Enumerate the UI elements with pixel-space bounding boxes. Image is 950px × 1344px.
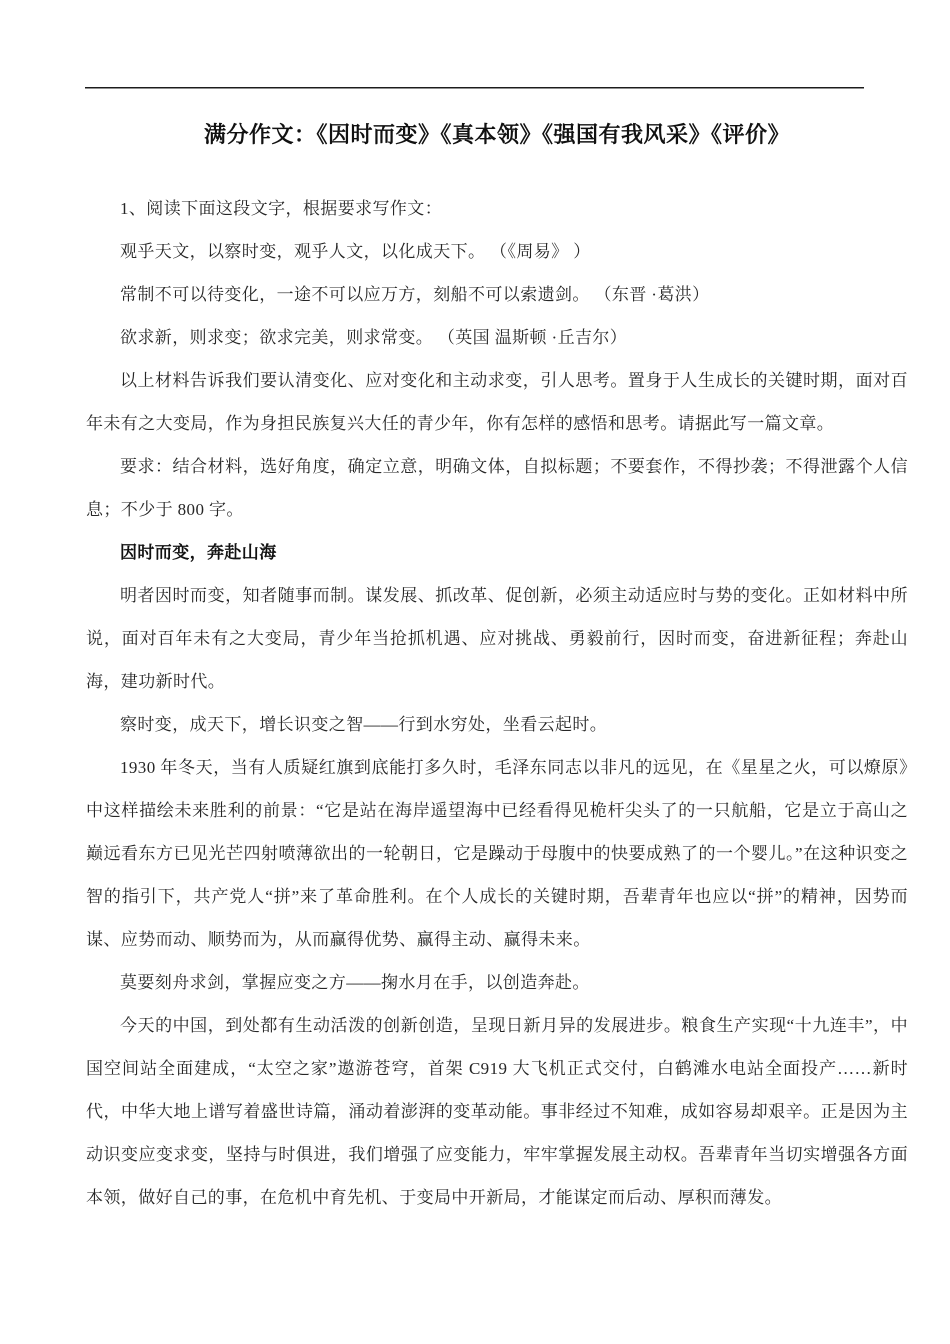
essay-paragraph: 1930 年冬天，当有人质疑红旗到底能打多久时，毛泽东同志以非凡的远见，在《星星之火，可以燎原》中这样描绘未来胜利的前景：“它是站在海岸遥望海中已经看得见桅杆尖头了的一只航船，它是立于高山之巅远看东方已见光芒四射喷薄欲出的一轮朝日，它是躁动于母腹中的快要成熟了的一个婴儿。”在这种识变之智的指引下，共产党人“拼”来了革命胜利。在个人成长的关键时期，吾辈青年也应以“拼”的精神，因势而谋、应势而动、顺势而为，从而赢得优势、赢得主动、赢得未来。 (86, 758, 908, 949)
prompt-instruction: 1、阅读下面这段文字，根据要求写作文： (120, 199, 443, 218)
essay-subpoint: 莫要刻舟求剑，掌握应变之方——掬水月在手，以创造奔赴。 (120, 973, 590, 992)
prompt-material: 以上材料告诉我们要认清变化、应对变化和主动求变，引人思考。置身于人生成长的关键时期，面对百年未有之大变局，作为身担民族复兴大任的青少年，你有怎样的感悟和思考。请据此写一篇文章。 (86, 371, 908, 433)
quote-gehong: 常制不可以待变化，一途不可以应万方，刻船不可以索遗剑。 （东晋 ·葛洪） (120, 285, 710, 304)
essay-paragraph: 今天的中国，到处都有生动活泼的创新创造，呈现日新月异的发展进步。粮食生产实现“十九连丰”，中国空间站全面建成，“太空之家”遨游苍穹，首架 C919 大飞机正式交付，白鹤滩水电站全面投产……新时代，中华大地上谱写着盛世诗篇，涌动着澎湃的变革动能。事非经过不知难，成如容易却艰辛。正是因为主动识变应变求变，坚持与时俱进，我们增强了应变能力，牢牢掌握发展主动权。吾辈青年当切实增强各方面本领，做好自己的事，在危机中育先机、于变局中开新局，才能谋定而后动、厚积而薄发。 (86, 1016, 908, 1207)
essay-paragraph: 明者因时而变，知者随事而制。谋发展、抓改革、促创新，必须主动适应时与势的变化。正如材料中所说，面对百年未有之大变局，青少年当抢抓机遇、应对挑战、勇毅前行，因时而变，奋进新征程；奔赴山海，建功新时代。 (86, 586, 908, 691)
essay-heading: 因时而变，奔赴山海 (120, 543, 277, 562)
prompt-requirements: 要求：结合材料，选好角度，确定立意，明确文体，自拟标题；不要套作，不得抄袭；不得泄露个人信息；不少于 800 字。 (86, 457, 908, 519)
document-body (86, 187, 908, 1219)
page-title: 满分作文：《因时而变》《真本领》《强国有我风采》《评价》 (203, 122, 790, 147)
quote-churchill: 欲求新，则求变；欲求完美，则求常变。 （英国 温斯顿 ·丘吉尔） (120, 328, 628, 347)
header-divider (85, 87, 864, 89)
quote-zhouyi: 观乎天文，以察时变，观乎人文，以化成天下。 （《周易》 ） (120, 242, 591, 261)
essay-subpoint: 察时变，成天下，增长识变之智——行到水穷处，坐看云起时。 (120, 715, 608, 734)
